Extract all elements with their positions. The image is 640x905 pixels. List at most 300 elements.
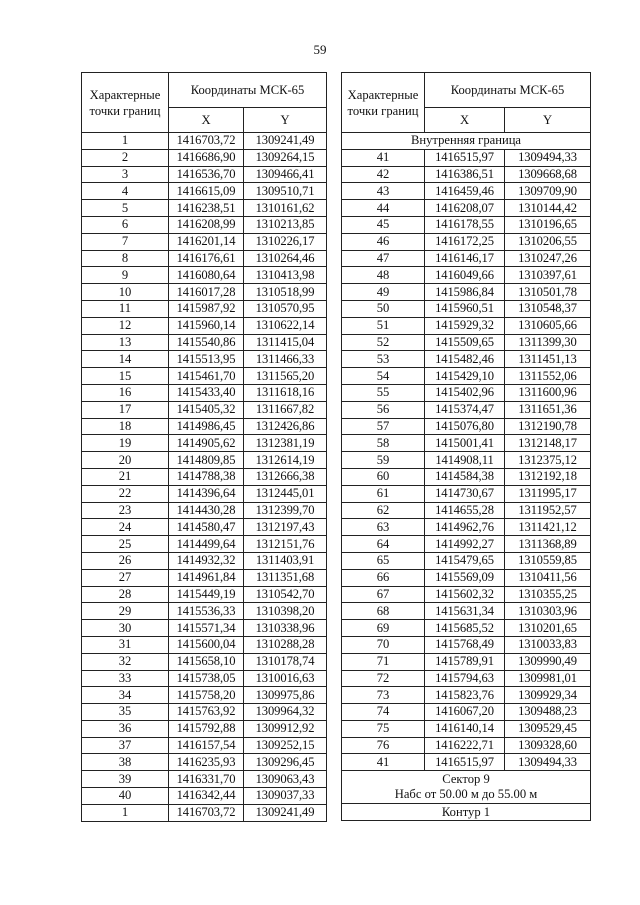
point-number: 32 [82, 653, 169, 670]
x-coordinate: 1414809,85 [169, 452, 244, 469]
y-coordinate: 1309241,49 [244, 804, 327, 821]
x-coordinate: 1416459,46 [425, 183, 505, 200]
x-coordinate: 1415960,51 [425, 300, 505, 317]
y-coordinate: 1310161,62 [244, 200, 327, 217]
x-header: X [169, 108, 244, 133]
point-number: 3 [82, 166, 169, 183]
coords-header: Координаты МСК-65 [425, 73, 591, 108]
point-number: 1 [82, 133, 169, 150]
x-coordinate: 1416238,51 [169, 200, 244, 217]
table-row [342, 368, 591, 385]
table-row [342, 620, 591, 637]
y-coordinate: 1309296,45 [244, 754, 327, 771]
table-row [82, 620, 327, 637]
table-row [82, 300, 327, 317]
table-row [82, 317, 327, 334]
x-coordinate: 1416703,72 [169, 133, 244, 150]
point-number: 10 [82, 284, 169, 301]
table-row [342, 233, 591, 250]
table-row [342, 670, 591, 687]
point-number: 34 [82, 687, 169, 704]
point-number: 68 [342, 603, 425, 620]
y-coordinate: 1309494,33 [505, 754, 591, 771]
y-coordinate: 1310411,56 [505, 569, 591, 586]
table-row [82, 351, 327, 368]
x-coordinate: 1414730,67 [425, 485, 505, 502]
table-row [342, 468, 591, 485]
table-row [82, 267, 327, 284]
x-coordinate: 1415536,33 [169, 603, 244, 620]
x-coordinate: 1415509,65 [425, 334, 505, 351]
point-number: 4 [82, 183, 169, 200]
left-coordinates-table [81, 72, 327, 822]
table-row [342, 603, 591, 620]
table-row [342, 418, 591, 435]
x-coordinate: 1416176,61 [169, 250, 244, 267]
x-coordinate: 1414584,38 [425, 468, 505, 485]
table-row [342, 200, 591, 217]
y-coordinate: 1310501,78 [505, 284, 591, 301]
y-coordinate: 1309063,43 [244, 771, 327, 788]
x-coordinate: 1415402,96 [425, 384, 505, 401]
x-coordinate: 1414396,64 [169, 485, 244, 502]
sector-range: Набс от 50.00 м до 55.00 м [394, 787, 538, 802]
x-coordinate: 1416201,14 [169, 233, 244, 250]
table-row [82, 384, 327, 401]
x-coordinate: 1415738,05 [169, 670, 244, 687]
x-coordinate: 1416017,28 [169, 284, 244, 301]
y-coordinate: 1311618,16 [244, 384, 327, 401]
y-coordinate: 1311952,57 [505, 502, 591, 519]
table-row [82, 216, 327, 233]
point-number: 63 [342, 519, 425, 536]
y-coordinate: 1310548,37 [505, 300, 591, 317]
table-row [82, 720, 327, 737]
x-coordinate: 1416146,17 [425, 250, 505, 267]
table-row [82, 754, 327, 771]
y-header: Y [505, 108, 591, 133]
points-header: Характерные точки границ [342, 73, 425, 133]
point-number: 54 [342, 368, 425, 385]
x-coordinate: 1415631,34 [425, 603, 505, 620]
table-row [342, 300, 591, 317]
point-number: 43 [342, 183, 425, 200]
sector-title: Сектор 9 [442, 772, 490, 787]
right-coordinates-table [341, 72, 591, 821]
y-coordinate: 1312381,19 [244, 435, 327, 452]
y-coordinate: 1311565,20 [244, 368, 327, 385]
y-coordinate: 1311368,89 [505, 536, 591, 553]
y-coordinate: 1310570,95 [244, 300, 327, 317]
x-coordinate: 1415001,41 [425, 435, 505, 452]
y-coordinate: 1310397,61 [505, 267, 591, 284]
y-coordinate: 1309466,41 [244, 166, 327, 183]
x-coordinate: 1415513,95 [169, 351, 244, 368]
table-row [342, 636, 591, 653]
point-number: 37 [82, 737, 169, 754]
x-coordinate: 1414986,45 [169, 418, 244, 435]
table-row [342, 754, 591, 771]
x-coordinate: 1414961,84 [169, 569, 244, 586]
table-row [82, 200, 327, 217]
y-coordinate: 1309929,34 [505, 687, 591, 704]
table-row [82, 771, 327, 788]
x-coordinate: 1414580,47 [169, 519, 244, 536]
table-row [342, 720, 591, 737]
table-row [82, 569, 327, 586]
point-number: 61 [342, 485, 425, 502]
x-coordinate: 1414655,28 [425, 502, 505, 519]
y-coordinate: 1309981,01 [505, 670, 591, 687]
table-row [82, 704, 327, 721]
x-coordinate: 1415960,14 [169, 317, 244, 334]
y-coordinate: 1309529,45 [505, 720, 591, 737]
x-coordinate: 1414499,64 [169, 536, 244, 553]
table-row [82, 284, 327, 301]
x-coordinate: 1416178,55 [425, 216, 505, 233]
table-row [342, 502, 591, 519]
x-coordinate: 1416235,93 [169, 754, 244, 771]
y-coordinate: 1309241,49 [244, 133, 327, 150]
y-coordinate: 1310016,63 [244, 670, 327, 687]
point-number: 26 [82, 552, 169, 569]
y-coordinate: 1310542,70 [244, 586, 327, 603]
point-number: 15 [82, 368, 169, 385]
y-coordinate: 1310518,99 [244, 284, 327, 301]
y-coordinate: 1310201,65 [505, 620, 591, 637]
y-coordinate: 1311600,96 [505, 384, 591, 401]
point-number: 70 [342, 636, 425, 653]
table-row [342, 552, 591, 569]
y-coordinate: 1309252,15 [244, 737, 327, 754]
y-coordinate: 1309709,90 [505, 183, 591, 200]
table-row [82, 536, 327, 553]
x-coordinate: 1415461,70 [169, 368, 244, 385]
table-row [342, 536, 591, 553]
point-number: 35 [82, 704, 169, 721]
table-row [342, 737, 591, 754]
y-coordinate: 1310226,17 [244, 233, 327, 250]
point-number: 36 [82, 720, 169, 737]
point-number: 14 [82, 351, 169, 368]
x-coordinate: 1415433,40 [169, 384, 244, 401]
x-coordinate: 1416515,97 [425, 149, 505, 166]
x-coordinate: 1415374,47 [425, 401, 505, 418]
point-number: 12 [82, 317, 169, 334]
y-coordinate: 1309494,33 [505, 149, 591, 166]
x-coordinate: 1415792,88 [169, 720, 244, 737]
point-number: 62 [342, 502, 425, 519]
x-coordinate: 1415405,32 [169, 401, 244, 418]
x-coordinate: 1415763,92 [169, 704, 244, 721]
point-number: 67 [342, 586, 425, 603]
y-coordinate: 1312399,70 [244, 502, 327, 519]
point-number: 1 [82, 804, 169, 821]
contour-row [342, 804, 591, 821]
point-number: 25 [82, 536, 169, 553]
table-row [82, 636, 327, 653]
x-coordinate: 1416386,51 [425, 166, 505, 183]
point-number: 19 [82, 435, 169, 452]
point-number: 7 [82, 233, 169, 250]
x-coordinate: 1416703,72 [169, 804, 244, 821]
point-number: 30 [82, 620, 169, 637]
point-number: 28 [82, 586, 169, 603]
x-coordinate: 1415685,52 [425, 620, 505, 637]
table-row [342, 569, 591, 586]
x-coordinate: 1415986,84 [425, 284, 505, 301]
table-row [82, 485, 327, 502]
table-row [342, 485, 591, 502]
x-coordinate: 1414932,32 [169, 552, 244, 569]
x-coordinate: 1416208,07 [425, 200, 505, 217]
y-coordinate: 1310196,65 [505, 216, 591, 233]
point-number: 42 [342, 166, 425, 183]
point-number: 47 [342, 250, 425, 267]
point-number: 73 [342, 687, 425, 704]
x-coordinate: 1415569,09 [425, 569, 505, 586]
y-coordinate: 1310622,14 [244, 317, 327, 334]
y-coordinate: 1311403,91 [244, 552, 327, 569]
x-coordinate: 1416536,70 [169, 166, 244, 183]
x-coordinate: 1416140,14 [425, 720, 505, 737]
y-coordinate: 1309975,86 [244, 687, 327, 704]
y-coordinate: 1310247,26 [505, 250, 591, 267]
point-number: 29 [82, 603, 169, 620]
y-coordinate: 1309488,23 [505, 704, 591, 721]
point-number: 17 [82, 401, 169, 418]
x-coordinate: 1415602,32 [425, 586, 505, 603]
x-coordinate: 1415571,34 [169, 620, 244, 637]
point-number: 41 [342, 754, 425, 771]
y-coordinate: 1309510,71 [244, 183, 327, 200]
x-coordinate: 1415600,04 [169, 636, 244, 653]
point-number: 24 [82, 519, 169, 536]
y-coordinate: 1312426,86 [244, 418, 327, 435]
y-coordinate: 1310178,74 [244, 653, 327, 670]
x-coordinate: 1415482,46 [425, 351, 505, 368]
table-row [82, 687, 327, 704]
y-coordinate: 1309668,68 [505, 166, 591, 183]
point-number: 53 [342, 351, 425, 368]
x-coordinate: 1415987,92 [169, 300, 244, 317]
x-coordinate: 1415479,65 [425, 552, 505, 569]
table-row [342, 351, 591, 368]
table-row [342, 267, 591, 284]
x-coordinate: 1416157,54 [169, 737, 244, 754]
y-coordinate: 1310264,46 [244, 250, 327, 267]
table-row [82, 166, 327, 183]
point-number: 57 [342, 418, 425, 435]
table-row [82, 452, 327, 469]
point-number: 40 [82, 788, 169, 805]
point-number: 52 [342, 334, 425, 351]
y-coordinate: 1312197,43 [244, 519, 327, 536]
y-coordinate: 1309264,15 [244, 149, 327, 166]
table-row [342, 653, 591, 670]
point-number: 27 [82, 569, 169, 586]
x-coordinate: 1415540,86 [169, 334, 244, 351]
table-row [342, 250, 591, 267]
y-coordinate: 1311415,04 [244, 334, 327, 351]
page-number: 59 [313, 42, 327, 57]
x-coordinate: 1416172,25 [425, 233, 505, 250]
y-coordinate: 1310303,96 [505, 603, 591, 620]
table-row [82, 502, 327, 519]
table-row [342, 401, 591, 418]
table-row [82, 603, 327, 620]
x-coordinate: 1415823,76 [425, 687, 505, 704]
x-coordinate: 1414992,27 [425, 536, 505, 553]
y-coordinate: 1310288,28 [244, 636, 327, 653]
point-number: 72 [342, 670, 425, 687]
table-row [82, 233, 327, 250]
x-coordinate: 1416222,71 [425, 737, 505, 754]
y-coordinate: 1311552,06 [505, 368, 591, 385]
table-row [82, 552, 327, 569]
y-coordinate: 1312190,78 [505, 418, 591, 435]
point-number: 75 [342, 720, 425, 737]
point-number: 60 [342, 468, 425, 485]
point-number: 76 [342, 737, 425, 754]
point-number: 31 [82, 636, 169, 653]
y-coordinate: 1311651,36 [505, 401, 591, 418]
point-number: 69 [342, 620, 425, 637]
point-number: 49 [342, 284, 425, 301]
point-number: 65 [342, 552, 425, 569]
point-number: 20 [82, 452, 169, 469]
x-coordinate: 1415429,10 [425, 368, 505, 385]
x-coordinate: 1416049,66 [425, 267, 505, 284]
table-row [82, 737, 327, 754]
table-row [342, 166, 591, 183]
x-coordinate: 1415076,80 [425, 418, 505, 435]
table-row [82, 468, 327, 485]
y-coordinate: 1310559,85 [505, 552, 591, 569]
table-row [342, 384, 591, 401]
point-number: 46 [342, 233, 425, 250]
y-coordinate: 1311351,68 [244, 569, 327, 586]
y-coordinate: 1310605,66 [505, 317, 591, 334]
x-coordinate: 1415758,20 [169, 687, 244, 704]
sector-cell [342, 771, 591, 804]
table-row [82, 133, 327, 150]
table-row [82, 149, 327, 166]
point-number: 64 [342, 536, 425, 553]
table-row [82, 670, 327, 687]
table-row [342, 216, 591, 233]
table-row [82, 334, 327, 351]
table-row [342, 452, 591, 469]
table-row [82, 183, 327, 200]
x-coordinate: 1415929,32 [425, 317, 505, 334]
table-row [342, 183, 591, 200]
point-number: 45 [342, 216, 425, 233]
table-row [82, 418, 327, 435]
x-coordinate: 1415658,10 [169, 653, 244, 670]
table-row [342, 317, 591, 334]
table-row [342, 586, 591, 603]
x-coordinate: 1414430,28 [169, 502, 244, 519]
table-row [342, 149, 591, 166]
y-coordinate: 1312445,01 [244, 485, 327, 502]
y-coordinate: 1310144,42 [505, 200, 591, 217]
sector-row [342, 771, 591, 804]
table-row [82, 519, 327, 536]
x-coordinate: 1414908,11 [425, 452, 505, 469]
x-coordinate: 1416686,90 [169, 149, 244, 166]
table-row [82, 804, 327, 821]
point-number: 50 [342, 300, 425, 317]
y-coordinate: 1311466,33 [244, 351, 327, 368]
y-coordinate: 1312375,12 [505, 452, 591, 469]
x-coordinate: 1414788,38 [169, 468, 244, 485]
point-number: 41 [342, 149, 425, 166]
table-row [342, 435, 591, 452]
point-number: 48 [342, 267, 425, 284]
coords-header: Координаты МСК-65 [169, 73, 327, 108]
y-coordinate: 1310398,20 [244, 603, 327, 620]
point-number: 56 [342, 401, 425, 418]
table-row [342, 519, 591, 536]
table-row [82, 368, 327, 385]
y-coordinate: 1312614,19 [244, 452, 327, 469]
point-number: 22 [82, 485, 169, 502]
point-number: 51 [342, 317, 425, 334]
y-coordinate: 1310213,85 [244, 216, 327, 233]
y-coordinate: 1312148,17 [505, 435, 591, 452]
table-row [82, 653, 327, 670]
x-coordinate: 1416067,20 [425, 704, 505, 721]
point-number: 55 [342, 384, 425, 401]
point-number: 23 [82, 502, 169, 519]
point-number: 9 [82, 267, 169, 284]
x-coordinate: 1415794,63 [425, 670, 505, 687]
y-coordinate: 1309328,60 [505, 737, 591, 754]
y-coordinate: 1312666,38 [244, 468, 327, 485]
point-number: 18 [82, 418, 169, 435]
point-number: 6 [82, 216, 169, 233]
y-coordinate: 1311421,12 [505, 519, 591, 536]
y-coordinate: 1309037,33 [244, 788, 327, 805]
point-number: 16 [82, 384, 169, 401]
points-header: Характерные точки границ [82, 73, 169, 133]
point-number: 38 [82, 754, 169, 771]
y-coordinate: 1309964,32 [244, 704, 327, 721]
x-coordinate: 1416208,99 [169, 216, 244, 233]
right-table-body [342, 133, 591, 771]
x-header: X [425, 108, 505, 133]
x-coordinate: 1416342,44 [169, 788, 244, 805]
point-number: 59 [342, 452, 425, 469]
table-row [82, 401, 327, 418]
point-number: 66 [342, 569, 425, 586]
point-number: 11 [82, 300, 169, 317]
point-number: 5 [82, 200, 169, 217]
y-coordinate: 1312192,18 [505, 468, 591, 485]
x-coordinate: 1414905,62 [169, 435, 244, 452]
y-coordinate: 1310413,98 [244, 267, 327, 284]
table-row [342, 687, 591, 704]
point-number: 8 [82, 250, 169, 267]
point-number: 13 [82, 334, 169, 351]
y-coordinate: 1310355,25 [505, 586, 591, 603]
y-coordinate: 1309912,92 [244, 720, 327, 737]
y-coordinate: 1310206,55 [505, 233, 591, 250]
y-coordinate: 1312151,76 [244, 536, 327, 553]
y-coordinate: 1311667,82 [244, 401, 327, 418]
x-coordinate: 1416080,64 [169, 267, 244, 284]
